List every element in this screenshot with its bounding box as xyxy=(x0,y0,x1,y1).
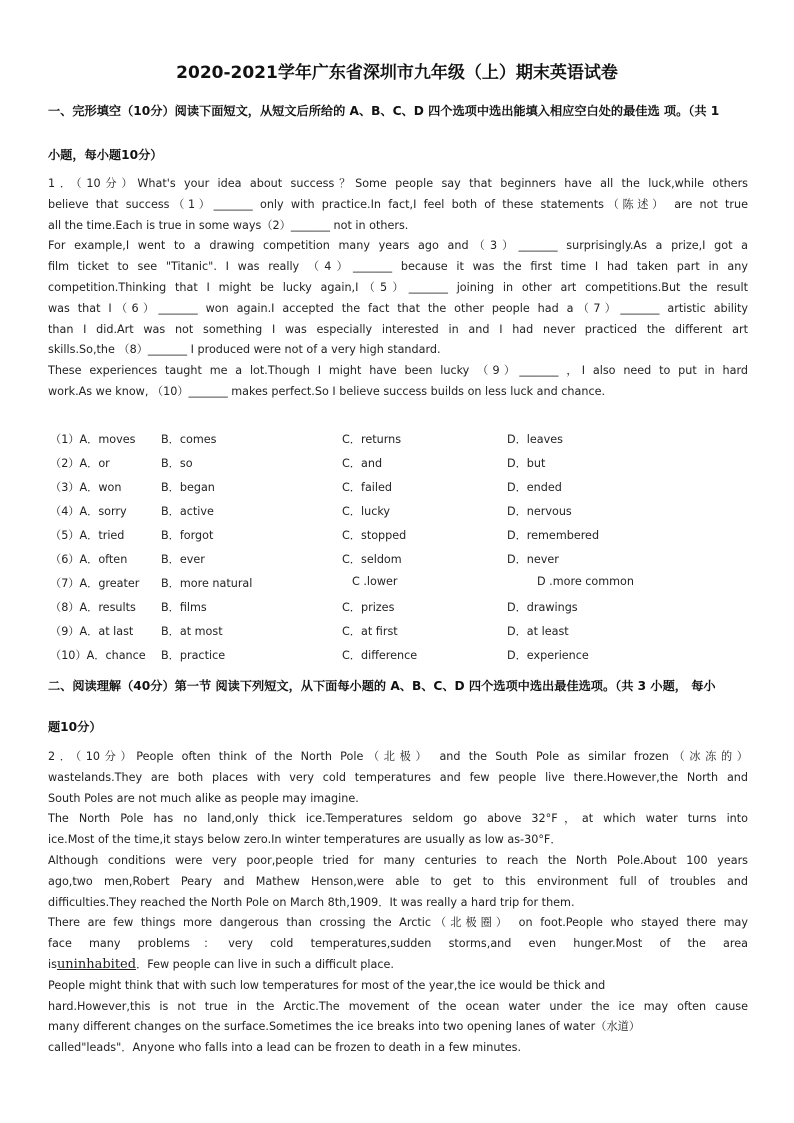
option-row xyxy=(50,500,750,524)
option-b[interactable]: B．active xyxy=(161,505,214,518)
option-b[interactable]: B．forgot xyxy=(161,529,214,542)
option-c[interactable]: C．difference xyxy=(342,649,418,662)
section2-heading-line1: 二、阅读理解（40分）第一节 阅读下列短文，从下面每小题的 A、B、C、D 四个选项中选出最佳选项。（共 3 小题， 每小 xyxy=(48,679,716,693)
option-c[interactable]: C．at first xyxy=(342,625,398,638)
passage-line: all the time.Each is true in some ways（2）_______ not in others. xyxy=(48,218,409,232)
option-n[interactable]: （6）A．often xyxy=(50,553,128,566)
option-d[interactable]: D．experience xyxy=(507,649,589,662)
option-row xyxy=(50,548,750,572)
option-n[interactable]: （3）A．won xyxy=(50,481,122,494)
passage-line: than I did.Art was not something I was especially interested in and I had never practiced the different art xyxy=(48,322,748,336)
option-row xyxy=(50,524,750,548)
passage-line: called"leads"．Anyone who falls into a lead can be frozen to death in a few minutes. xyxy=(48,1041,522,1055)
option-row xyxy=(50,476,750,500)
passage-line: Although conditions were very poor,people tried for many centuries to reach the North Pole.About 100 years xyxy=(48,853,748,867)
passage-line: 1．（10分）What's your idea about success？Some people say that beginners have all the luck,while others xyxy=(48,177,748,190)
option-b[interactable]: B．so xyxy=(161,457,193,470)
passage-line: many different changes on the surface.Sometimes the ice breaks into two opening lanes of water（水道） xyxy=(48,1020,641,1034)
passage-line: believe that success（1）_______ only with practice.In fact,I feel both of these statements（陈述） are not true xyxy=(48,197,748,211)
option-d[interactable]: D．ended xyxy=(507,481,562,494)
option-c[interactable]: C．failed xyxy=(342,481,392,494)
option-n[interactable]: （1）A．moves xyxy=(50,433,136,446)
option-c[interactable]: C．returns xyxy=(342,433,402,446)
passage-line: These experiences taught me a lot.Though I might have been lucky （9）_______ ，I also need to put in hard xyxy=(48,364,748,378)
option-n[interactable]: （10）A．chance xyxy=(50,649,146,662)
option-c[interactable]: C．prizes xyxy=(342,601,395,614)
option-d[interactable]: D．but xyxy=(507,457,546,470)
passage-line: The North Pole has no land,only thick ice.Temperatures seldom go above 32°F，at which water turns into xyxy=(48,812,748,826)
option-b[interactable]: B．ever xyxy=(161,553,205,566)
option-n[interactable]: （5）A．tried xyxy=(50,529,125,542)
question1-options xyxy=(50,428,750,668)
option-row xyxy=(50,428,750,452)
passage-line: ice.Most of the time,it stays below zero.In winter temperatures are usually as low as-30°F． xyxy=(48,833,562,847)
passage-line: There are few things more dangerous than crossing the Arctic（北极圈） on foot.People who stayed there may xyxy=(48,916,748,930)
option-c[interactable]: C .lower xyxy=(352,575,398,588)
passage-line: skills.So,the （8）_______ I produced were not of a very high standard. xyxy=(48,343,441,357)
passage-line: hard.However,this is not true in the Arctic.The movement of the ocean water under the ice may often cause xyxy=(48,999,748,1013)
passage-line: People might think that with such low temperatures for most of the year,the ice would be thick and xyxy=(48,978,606,992)
passage-line: film ticket to see "Titanic". I was really （4）_______ because it was the first time I had taken part in any xyxy=(48,260,748,274)
passage-line: For example,I went to a drawing competition many years ago and（3）_______ surprisingly.As a prize,I got a xyxy=(48,239,748,253)
passage-line: South Poles are not much alike as people may imagine. xyxy=(48,791,359,805)
option-n[interactable]: （7）A．greater xyxy=(50,577,140,590)
uninhabited-prefix: is xyxy=(48,957,57,971)
passage-line: wastelands.They are both places with very cold temperatures and few people live there.However,the North and xyxy=(48,770,748,784)
option-n[interactable]: （8）A．results xyxy=(50,601,136,614)
option-row xyxy=(50,452,750,476)
option-d[interactable]: D .more common xyxy=(537,575,634,588)
uninhabited-word: uninhabited xyxy=(56,956,137,972)
passage-line: competition.Thinking that I might be lucky again,I（5）_______ joining in other art competitions.But the result xyxy=(48,280,748,294)
passage-line-uninhabited xyxy=(48,955,748,976)
option-row xyxy=(50,596,750,620)
passage-line: difficulties.They reached the North Pole on March 8th,1909．It was really a hard trip for them. xyxy=(48,895,575,909)
option-b[interactable]: B．began xyxy=(161,481,215,494)
option-d[interactable]: D．drawings xyxy=(507,601,578,614)
option-b[interactable]: B．comes xyxy=(161,433,217,446)
option-d[interactable]: D．never xyxy=(507,553,559,566)
option-row xyxy=(50,644,750,668)
passage-line: was that I（6）_______ won again.I accepted the fact that the other people had a（7）_______ artistic ability xyxy=(48,301,748,315)
option-c[interactable]: C．stopped xyxy=(342,529,407,542)
option-b[interactable]: B．films xyxy=(161,601,207,614)
option-b[interactable]: B．at most xyxy=(161,625,223,638)
option-n[interactable]: （2）A．or xyxy=(50,457,110,470)
option-n[interactable]: （4）A．sorry xyxy=(50,505,127,518)
option-d[interactable]: D．leaves xyxy=(507,433,563,446)
passage-line: 2．（10分）People often think of the North Pole（北极） and the South Pole as similar frozen（冰冻的） xyxy=(48,750,748,763)
option-b[interactable]: B．practice xyxy=(161,649,226,662)
option-c[interactable]: C．and xyxy=(342,457,383,470)
section1-heading-line2: 小题，每小题10分） xyxy=(48,148,163,162)
option-d[interactable]: D．at least xyxy=(507,625,569,638)
passage-line: work.As we know, （10）_______ makes perfect.So I believe success builds on less luck and chance. xyxy=(48,384,606,398)
section2-heading-line2: 题10分） xyxy=(48,720,102,734)
option-row xyxy=(50,572,750,596)
page-title: 2020-2021学年广东省深圳市九年级（上）期末英语试卷 xyxy=(176,63,618,83)
option-b[interactable]: B．more natural xyxy=(161,577,253,590)
option-d[interactable]: D．remembered xyxy=(507,529,600,542)
section1-heading-line1: 一、完形填空（10分）阅读下面短文，从短文后所给的 A、B、C、D 四个选项中选出能填入相应空白处的最佳选 项。（共 1 xyxy=(48,104,720,118)
uninhabited-suffix: ．Few people can live in such a difficult place. xyxy=(136,957,394,971)
option-c[interactable]: C．seldom xyxy=(342,553,402,566)
option-n[interactable]: （9）A．at last xyxy=(50,625,134,638)
question1-passage xyxy=(48,174,748,403)
option-row xyxy=(50,620,750,644)
passage-line: face many problems：very cold temperatures,sudden storms,and even hunger.Most of the area xyxy=(48,937,748,951)
option-c[interactable]: C．lucky xyxy=(342,505,391,518)
question2-passage xyxy=(48,747,748,1059)
passage-line: ago,two men,Robert Peary and Mathew Henson,were able to get to this environment full of troubles and xyxy=(48,874,748,888)
option-d[interactable]: D．nervous xyxy=(507,505,572,518)
